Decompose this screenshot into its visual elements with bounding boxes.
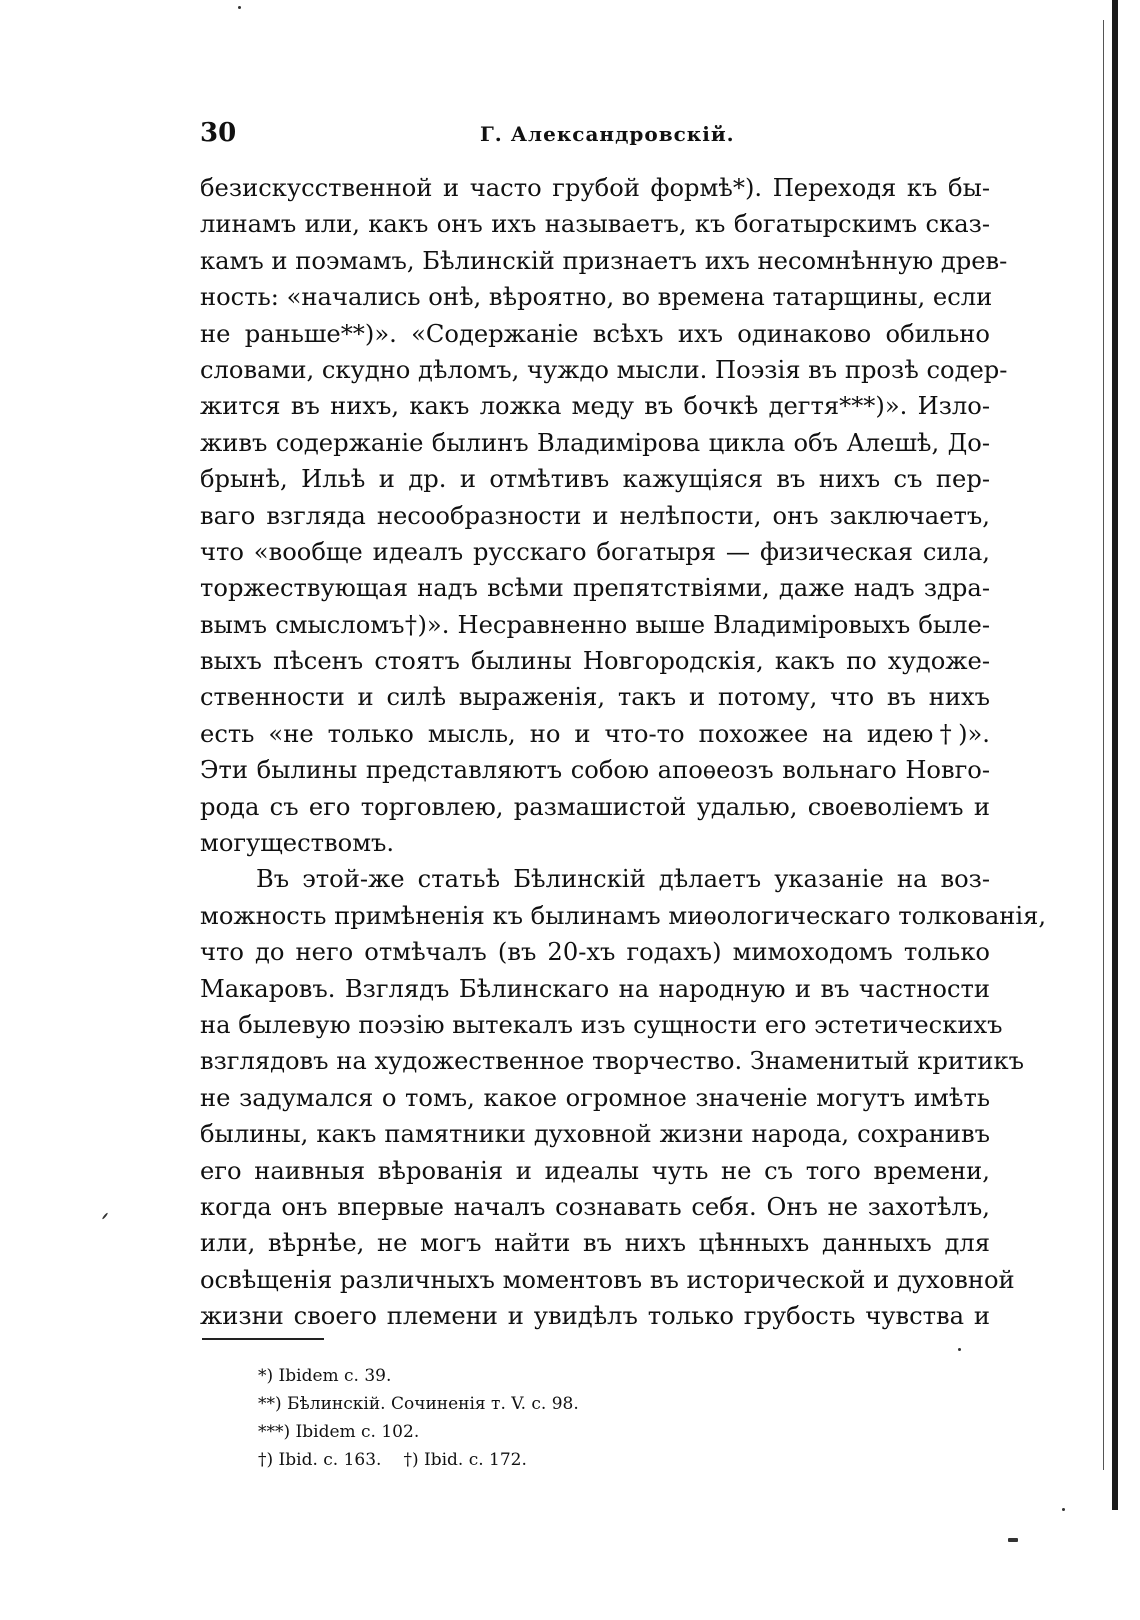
text-line: когда онъ впервые началъ сознавать себя. Онъ не захотѣлъ, xyxy=(200,1192,990,1221)
footnote: †) Ibid. с. 172. xyxy=(403,1450,527,1470)
page-edge-line xyxy=(1103,20,1104,1470)
text-line: живъ содержаніе былинъ Владимірова цикла объ Алешѣ, До- xyxy=(200,428,990,457)
footnote: ***) Ibidem с. 102. xyxy=(258,1422,420,1442)
text-line: словами, скудно дѣломъ, чуждо мысли. Поэзія въ прозѣ содер- xyxy=(200,355,1008,384)
text-line: взглядовъ на художественное творчество. Знаменитый критикъ xyxy=(200,1047,1025,1076)
text-line: не раньше**)». «Содержаніе всѣхъ ихъ одинаково обильно xyxy=(200,319,990,348)
text-line: на былевую поэзію вытекалъ изъ сущности его эстетическихъ xyxy=(200,1010,1003,1039)
text-line-paragraph-end: могуществомъ. xyxy=(200,829,395,858)
text-line: торжествующая надъ всѣми препятствіями, даже надъ здра- xyxy=(200,574,990,603)
page-number: 30 xyxy=(200,118,237,148)
text-line: вымъ смысломъ†)». Несравненно выше Владиміровыхъ быле- xyxy=(200,610,990,639)
text-line: ваго взгляда несообразности и нелѣпости, онъ заключаетъ, xyxy=(200,501,990,530)
text-line: его наивныя вѣрованія и идеалы чуть не съ того времени, xyxy=(200,1156,990,1185)
text-line: камъ и поэмамъ, Бѣлинскій признаетъ ихъ несомнѣнную древ- xyxy=(200,246,1008,275)
body-text xyxy=(200,170,1047,1335)
text-line: Макаровъ. Взглядъ Бѣлинскаго на народную и въ частности xyxy=(200,974,990,1003)
text-line: ственности и силѣ выраженія, такъ и потому, что въ нихъ xyxy=(200,683,990,712)
text-line: или, вѣрнѣе, не могъ найти въ нихъ цѣнныхъ данныхъ для xyxy=(200,1229,990,1258)
footnote: **) Бѣлинскій. Сочиненія т. V. с. 98. xyxy=(258,1394,579,1414)
text-line: былины, какъ памятники духовной жизни народа, сохранивъ xyxy=(200,1120,990,1149)
scan-speck xyxy=(102,1212,109,1219)
text-line: ность: «начались онѣ, вѣроятно, во времена татарщины, если xyxy=(200,283,993,312)
running-head: Г. Александровскій. xyxy=(480,122,735,146)
text-line: линамъ или, какъ онъ ихъ называетъ, къ богатырскимъ сказ- xyxy=(200,210,990,239)
text-line-paragraph-start: Въ этой-же статьѣ Бѣлинскій дѣлаетъ указаніе на воз- xyxy=(256,865,990,894)
text-line: жизни своего племени и увидѣлъ только грубость чувства и xyxy=(200,1302,990,1331)
text-line: жится въ нихъ, какъ ложка меду въ бочкѣ дегтя***)». Изло- xyxy=(200,392,990,421)
footnotes xyxy=(258,1362,858,1474)
text-line: брынѣ, Ильѣ и др. и отмѣтивъ кажущіяся въ нихъ съ пер- xyxy=(200,465,990,494)
text-line: можность примѣненія къ былинамъ миѳологическаго толкованія, xyxy=(200,901,1047,930)
footnote-row xyxy=(258,1446,858,1474)
scan-speck xyxy=(1062,1508,1065,1511)
text-line: не задумался о томъ, какое огромное значеніе могутъ имѣть xyxy=(200,1083,990,1112)
text-line: безискусственной и часто грубой формѣ*). Переходя къ бы- xyxy=(200,174,990,202)
text-line: Эти былины представляютъ собою апоѳеозъ вольнаго Новго- xyxy=(200,756,990,785)
text-line: что до него отмѣчалъ (въ 20-хъ годахъ) мимоходомъ только xyxy=(200,938,990,967)
scan-speck xyxy=(238,6,241,9)
footnote: *) Ibidem с. 39. xyxy=(258,1366,392,1386)
footnote: †) Ibid. с. 163. xyxy=(258,1450,382,1470)
scan-speck xyxy=(1008,1538,1018,1542)
page-header xyxy=(200,118,1020,148)
text-line: выхъ пѣсенъ стоятъ былины Новгородскія, какъ по художе- xyxy=(200,647,990,676)
scan-speck xyxy=(958,1348,961,1351)
text-line: есть «не только мысль, но и что-то похожее на идею†)». xyxy=(200,719,990,748)
text-line: освѣщенія различныхъ моментовъ въ исторической и духовной xyxy=(200,1265,1015,1294)
text-line: что «вообще идеалъ русскаго богатыря — физическая сила, xyxy=(200,537,990,566)
page-edge-shadow xyxy=(1112,0,1118,1510)
text-line: рода съ его торговлею, размашистой удалью, своеволіемъ и xyxy=(200,792,990,821)
footnote-rule xyxy=(202,1338,324,1340)
